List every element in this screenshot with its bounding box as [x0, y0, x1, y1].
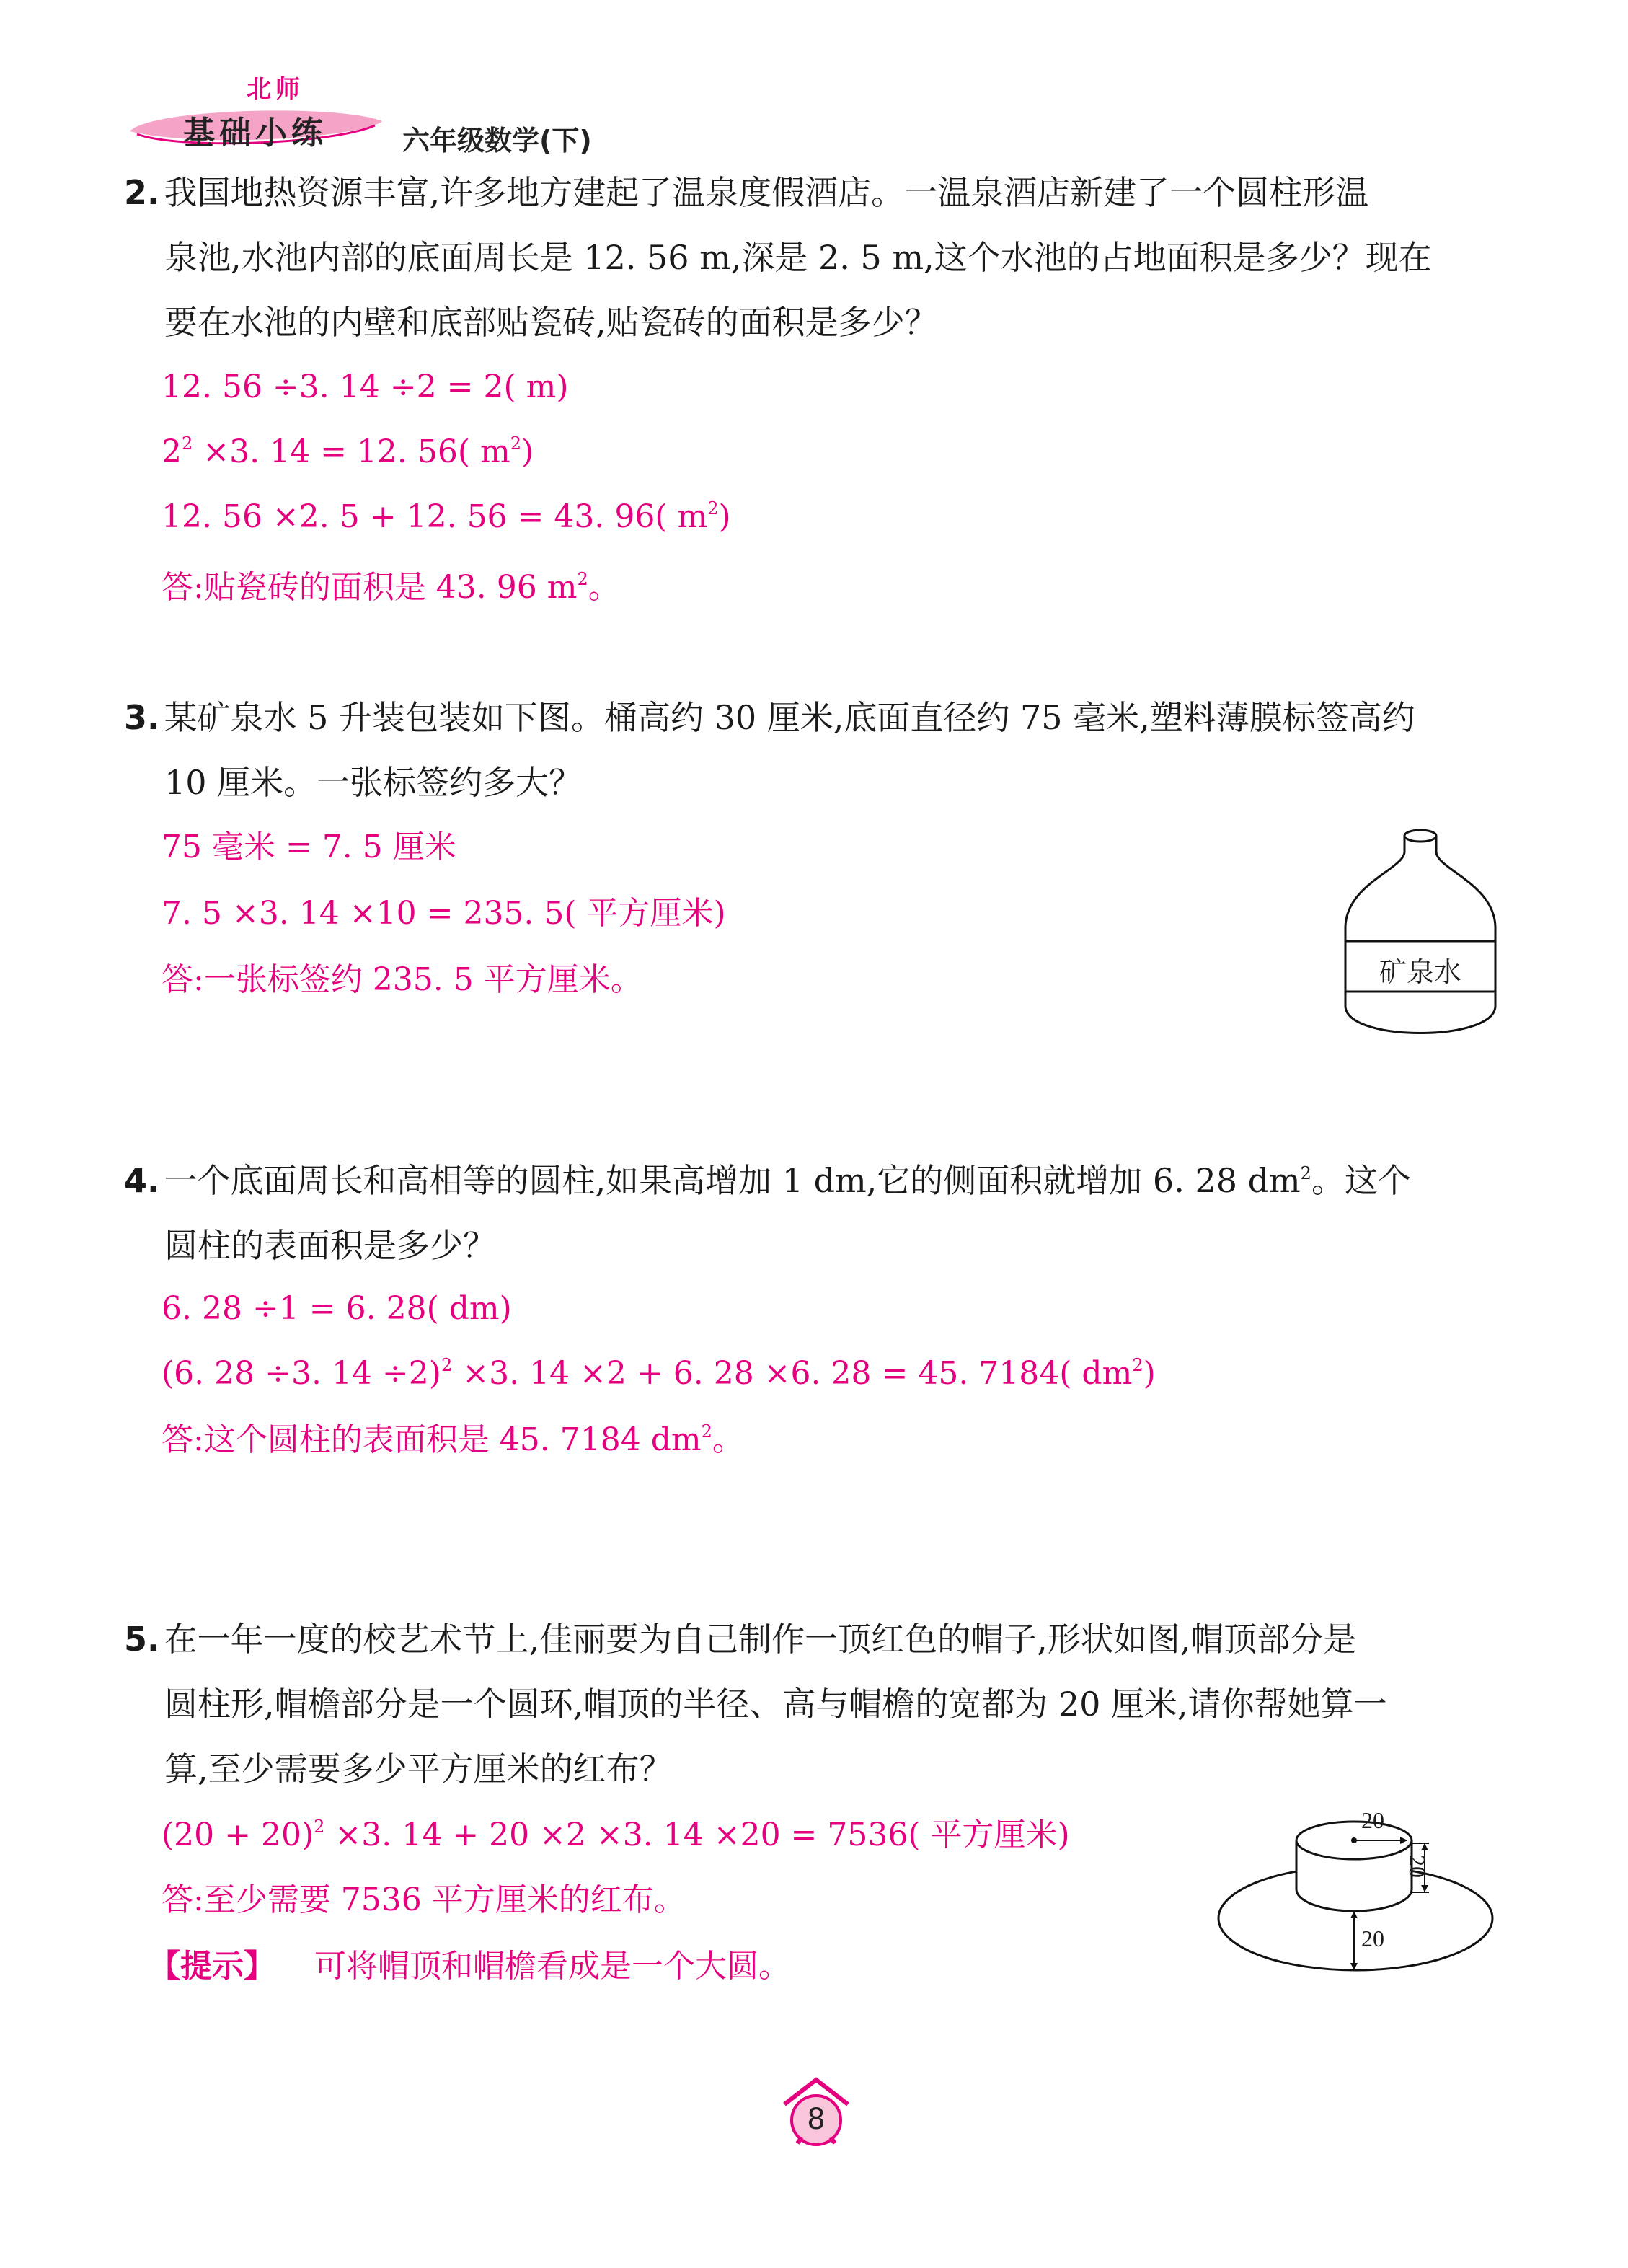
superscript: 2: [441, 1355, 453, 1375]
answer-text: ): [718, 498, 731, 535]
answer-text: 答:至少需要 7536 平方厘米的红布。: [162, 1881, 686, 1918]
question-text: [124, 1148, 1501, 1278]
answer-text: 2: [162, 433, 182, 470]
superscript: 2: [701, 1421, 712, 1442]
answer-text: ×3. 14 = 12. 56( m: [193, 433, 510, 470]
answer-text: 答:一张标签约 235. 5 平方厘米。: [162, 961, 642, 998]
page-number-badge: [780, 2075, 852, 2155]
hat-height-label: 20: [1404, 1855, 1430, 1878]
question-number: 4.: [124, 1161, 160, 1200]
hint-tag: 【提示】: [149, 1948, 275, 1985]
answer-text: ): [521, 433, 534, 470]
answer-text: 。: [712, 1421, 744, 1458]
superscript: 2: [577, 569, 588, 589]
question-number: 3.: [124, 698, 160, 737]
question-2: [124, 160, 1501, 355]
book-subtitle: 六年级数学(下): [402, 125, 592, 156]
answer-line: [162, 1341, 1156, 1406]
superscript: 2: [707, 498, 719, 519]
question-line: 我国地热资源丰富,许多地方建起了温泉度假酒店。一温泉酒店新建了一个圆柱形温: [164, 173, 1369, 212]
answer-text: 。: [588, 569, 620, 606]
bottle-figure: [1341, 826, 1500, 1056]
hat-brim-label: 20: [1361, 1925, 1384, 1951]
answer-text: 6. 28 ÷1 = 6. 28( dm): [162, 1290, 512, 1327]
answer-line: [162, 485, 731, 550]
superscript: 2: [1300, 1163, 1311, 1183]
question-line: 某矿泉水 5 升装包装如下图。桶高约 30 厘米,底面直径约 75 毫米,塑料薄膜标签高约: [164, 698, 1415, 737]
answer-text: ×3. 14 + 20 ×2 ×3. 14 ×20 = 7536( 平方厘米): [324, 1817, 1070, 1853]
answer-text: 12. 56 ×2. 5 + 12. 56 = 43. 96( m: [162, 498, 708, 535]
hint-text: 可将帽顶和帽檐看成是一个大圆。: [314, 1948, 790, 1985]
answer-text: ×3. 14 ×2 + 6. 28 ×6. 28 = 45. 7184( dm: [452, 1355, 1133, 1392]
question-number: 5.: [124, 1620, 160, 1659]
question-line: 10 厘米。一张标签约多大？: [164, 763, 583, 802]
answer-line: [162, 815, 456, 880]
question-line: 。这个: [1311, 1161, 1411, 1200]
answer-line: [162, 1803, 1070, 1868]
question-line: 算,至少需要多少平方厘米的红布？: [164, 1749, 673, 1788]
superscript: 2: [510, 433, 522, 454]
question-line: 圆柱形,帽檐部分是一个圆环,帽顶的半径、高与帽檐的宽都为 20 厘米,请你帮她算一: [164, 1685, 1387, 1724]
question-line: 圆柱的表面积是多少？: [164, 1226, 496, 1265]
answer-text: 75 毫米 = 7. 5 厘米: [162, 829, 456, 865]
question-3: [124, 685, 1501, 815]
answer-line: [162, 420, 534, 485]
answer-text: 7. 5 ×3. 14 ×10 = 235. 5( 平方厘米): [162, 895, 726, 932]
hint-line: [149, 1934, 790, 1999]
question-4: [124, 1148, 1501, 1278]
question-text: [124, 1607, 1501, 1801]
bottle-label: 矿泉水: [1379, 956, 1461, 988]
question-text: [124, 160, 1501, 355]
answer-line: [162, 1408, 744, 1473]
answer-line: [162, 555, 620, 620]
superscript: 2: [182, 433, 193, 454]
question-line: 在一年一度的校艺术节上,佳丽要为自己制作一顶红色的帽子,形状如图,帽顶部分是: [164, 1620, 1357, 1659]
header: [123, 69, 627, 163]
answer-line: [162, 1868, 686, 1933]
question-number: 2.: [124, 173, 160, 212]
hat-radius-label: 20: [1361, 1807, 1384, 1833]
question-5: [124, 1607, 1501, 1801]
answer-line: [162, 948, 642, 1012]
brand-main-label: 基础小练: [183, 115, 327, 151]
answer-text: ): [1143, 1355, 1156, 1392]
page-number: 8: [807, 2103, 826, 2136]
bottle-icon: [1341, 826, 1500, 1056]
answer-line: [162, 1276, 512, 1341]
question-line: 泉池,水池内部的底面周长是 12. 56 m,深是 2. 5 m,这个水池的占地面积是多少？现在: [164, 238, 1432, 277]
question-line: 要在水池的内壁和底部贴瓷砖,贴瓷砖的面积是多少？: [164, 303, 938, 342]
brand-top-label: 北师: [247, 75, 304, 104]
answer-text: 12. 56 ÷3. 14 ÷2 = 2( m): [162, 369, 569, 405]
answer-line: [162, 355, 568, 420]
answer-text: (20 + 20): [162, 1817, 314, 1853]
answer-text: 答:这个圆柱的表面积是 45. 7184 dm: [162, 1421, 702, 1458]
answer-text: 答:贴瓷砖的面积是 43. 96 m: [162, 569, 578, 606]
question-text: [124, 685, 1501, 815]
question-line: 一个底面周长和高相等的圆柱,如果高增加 1 dm,它的侧面积就增加 6. 28 dm: [164, 1161, 1301, 1200]
answer-text: (6. 28 ÷3. 14 ÷2): [162, 1355, 441, 1392]
superscript: 2: [314, 1817, 325, 1837]
superscript: 2: [1132, 1355, 1143, 1375]
answer-line: [162, 881, 726, 946]
hat-figure: [1211, 1803, 1514, 1983]
